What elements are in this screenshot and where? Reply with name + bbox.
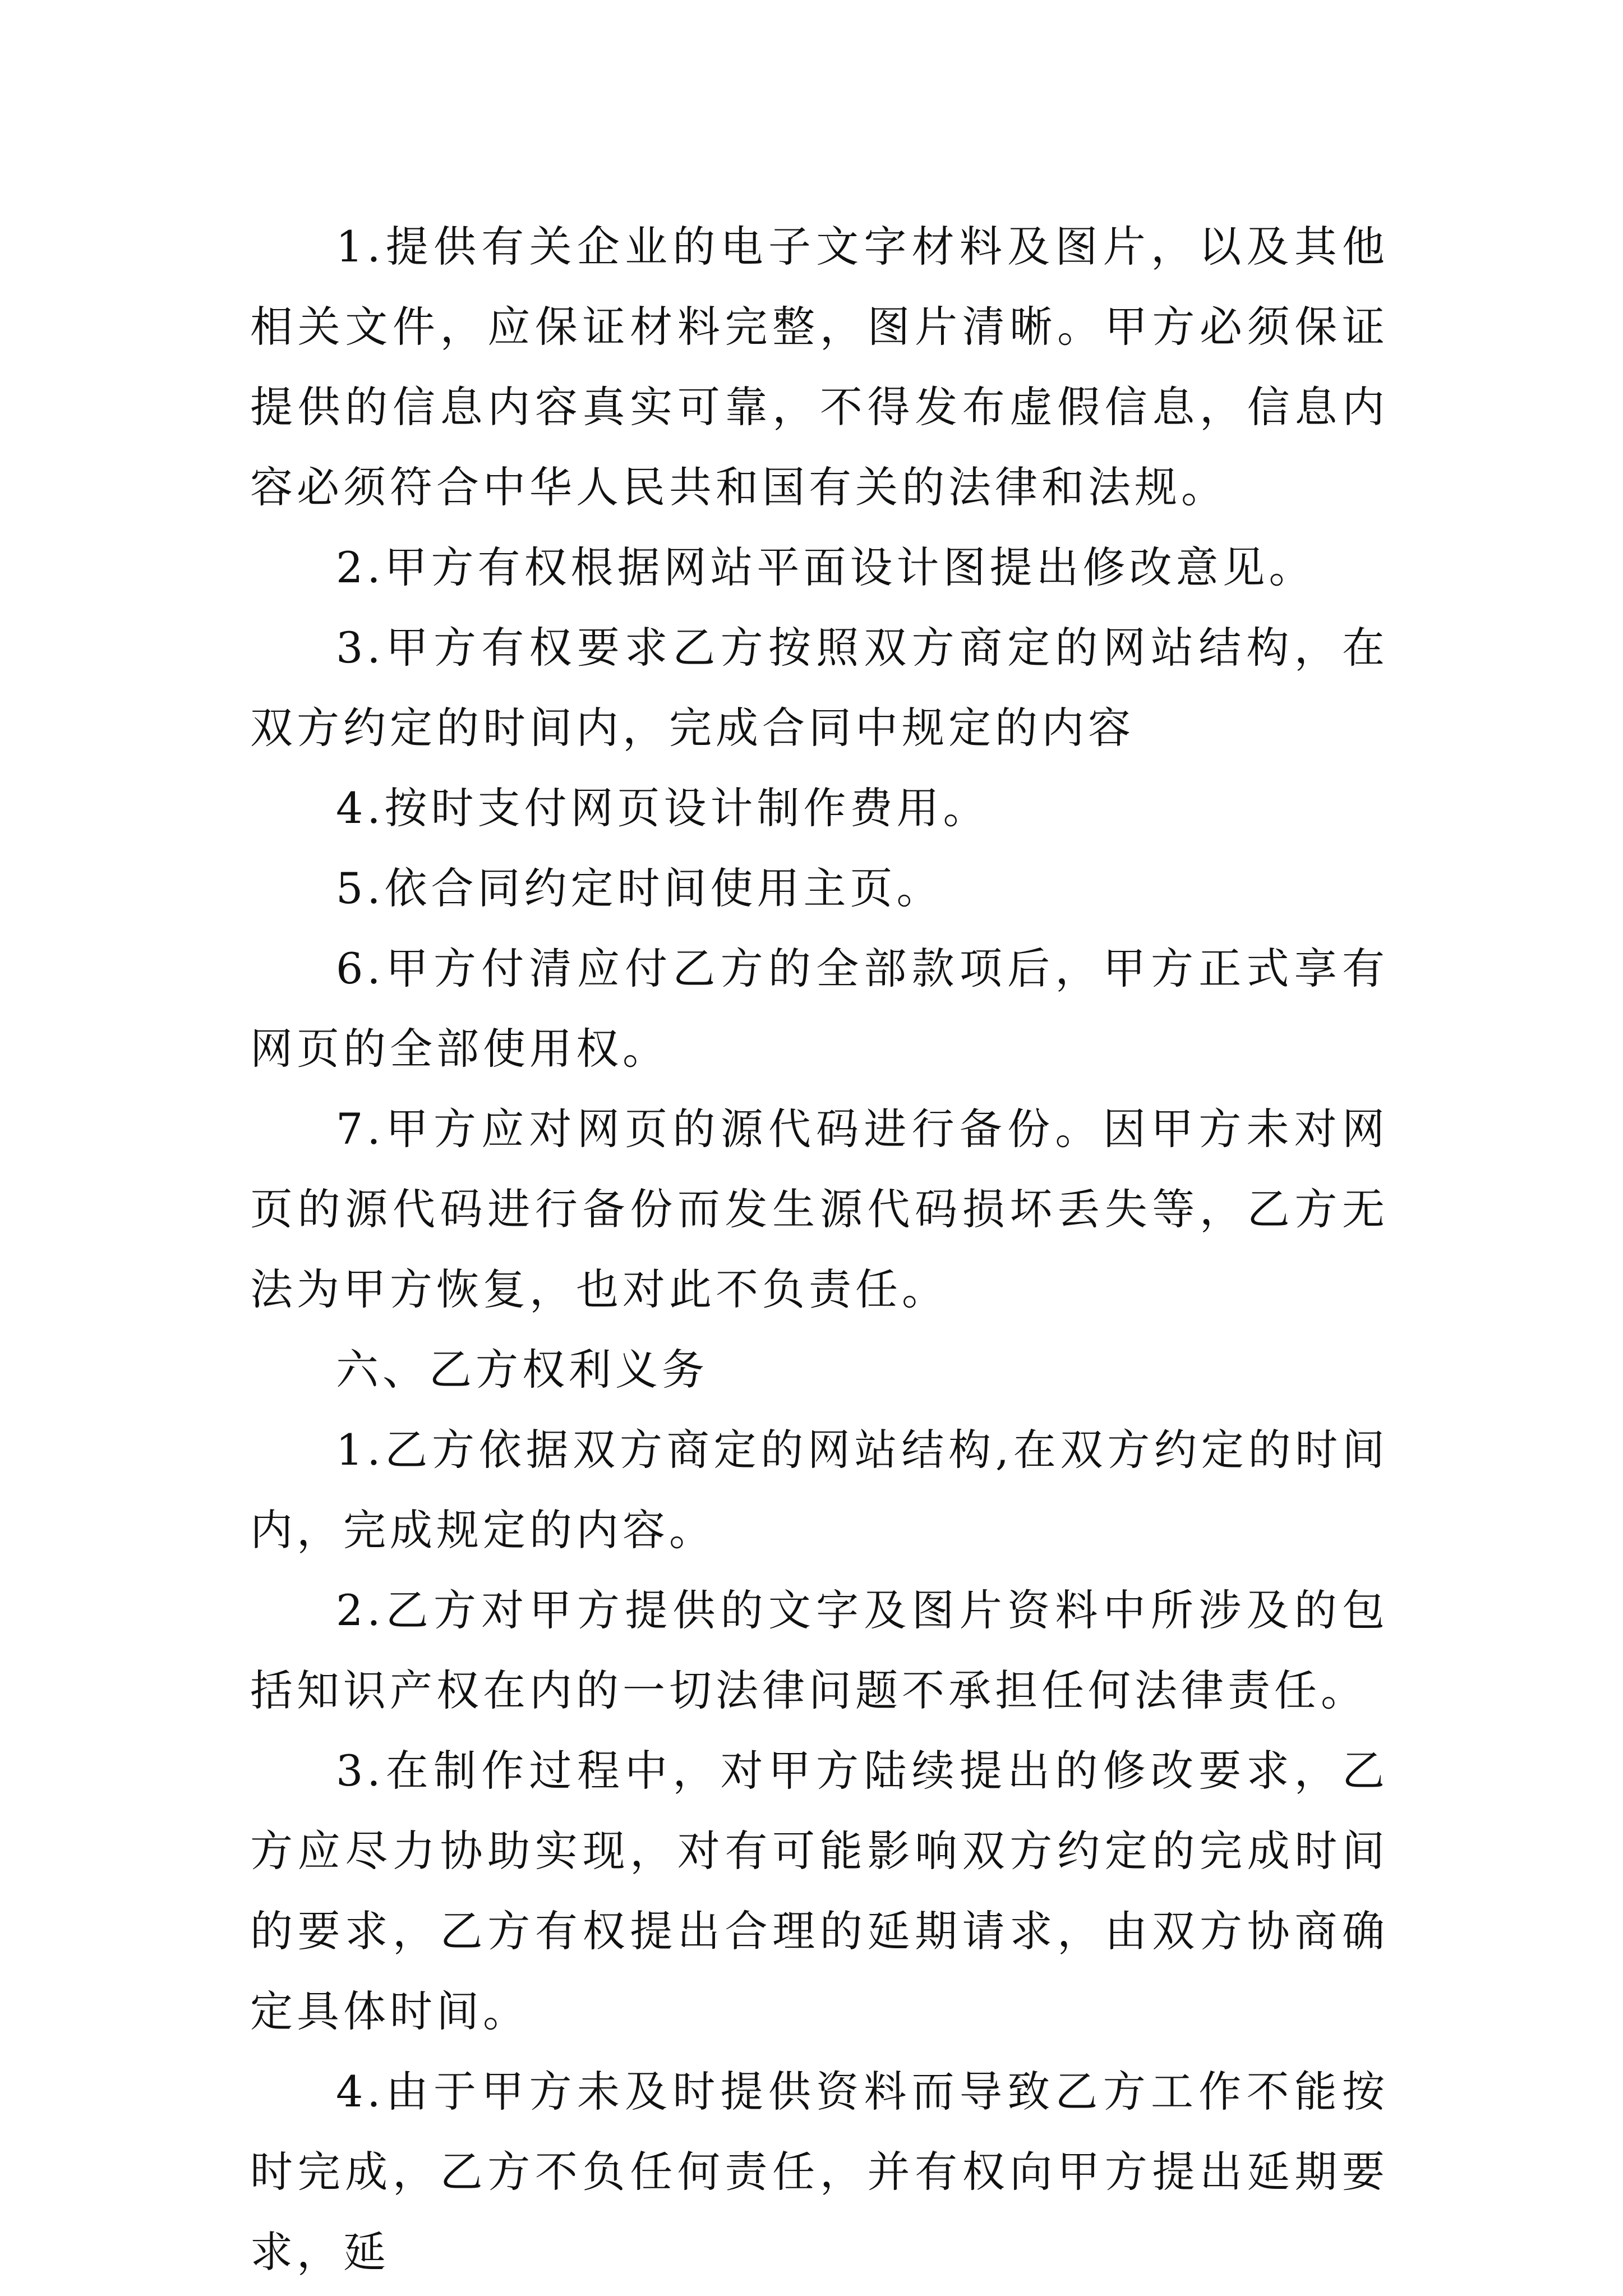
clause-b3: 3.在制作过程中，对甲方陆续提出的修改要求，乙方应尽力协助实现，对有可能影响双方约定的完成时间的要求，乙方有权提出合理的延期请求，由双方协商确定具体时间。 — [250, 1746, 1389, 2036]
clause-a1: 1.提供有关企业的电子文字材料及图片，以及其他相关文件，应保证材料完整，图片清晰。甲方必须保证提供的信息内容真实可靠，不得发布虚假信息，信息内容必须符合中华人民共和国有关的法律和法规。 — [250, 222, 1389, 512]
clause-a4: 4.按时支付网页设计制作费用。 — [336, 783, 990, 833]
clause-b4: 4.由于甲方未及时提供资料而导致乙方工作不能按时完成，乙方不负任何责任，并有权向甲方提出延期要求，延 — [250, 2067, 1389, 2277]
clause-b2: 2.乙方对甲方提供的文字及图片资料中所涉及的包括知识产权在内的一切法律问题不承担任何法律责任。 — [250, 1585, 1389, 1715]
clause-a7: 7.甲方应对网页的源代码进行备份。因甲方未对网页的源代码进行备份而发生源代码损坏丢失等，乙方无法为甲方恢复，也对此不负责任。 — [250, 1104, 1389, 1314]
clause-a5: 5.依合同约定时间使用主页。 — [336, 863, 943, 913]
clause-a3: 3.甲方有权要求乙方按照双方商定的网站结构，在双方约定的时间内，完成合同中规定的内容 — [250, 623, 1389, 753]
document-body — [250, 206, 1389, 2292]
clause-b1: 1.乙方依据双方商定的网站结构,在双方约定的时间内，完成规定的内容。 — [250, 1425, 1389, 1555]
clause-a2: 2.甲方有权根据网站平面设计图提出修改意见。 — [336, 542, 1316, 592]
clause-a6: 6.甲方付清应付乙方的全部款项后，甲方正式享有网页的全部使用权。 — [250, 944, 1389, 1074]
section-heading: 六、乙方权利义务 — [336, 1345, 708, 1395]
